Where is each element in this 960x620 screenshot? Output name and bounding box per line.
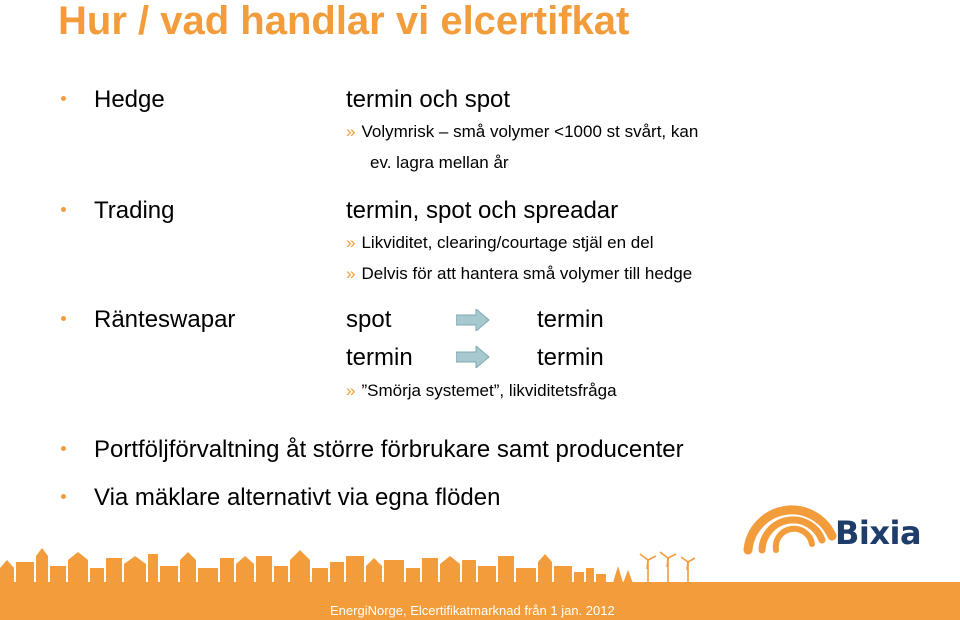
- hedge-heading: termin och spot: [346, 86, 511, 113]
- ranteswapar-sub-text: ”Smörja systemet”, likviditetsfråga: [361, 381, 617, 400]
- hedge-sub-item: [346, 121, 698, 143]
- swap2-from: termin: [346, 344, 413, 371]
- swap1-from: spot: [346, 306, 392, 333]
- trading-heading: termin, spot och spreadar: [346, 197, 619, 224]
- hedge-sub-text-line2: ev. lagra mellan år: [370, 153, 509, 172]
- trading-sub-item-2: [346, 263, 692, 285]
- swap1-to: termin: [537, 306, 604, 333]
- hedge-label: Hedge: [94, 86, 165, 113]
- slide-title: Hur / vad handlar vi elcertifkat: [58, 0, 630, 43]
- ranteswapar-label: Ränteswapar: [94, 306, 236, 333]
- bullet-dot-icon: [61, 96, 66, 101]
- right-arrow-icon: [456, 346, 490, 368]
- raquo-bullet-icon: »: [346, 122, 356, 141]
- raquo-bullet-icon: »: [346, 233, 356, 252]
- hedge-sub-text-line1: Volymrisk – små volymer <1000 st svårt, kan: [361, 122, 699, 141]
- bullet-dot-icon: [61, 494, 66, 499]
- trading-sub-item-1: [346, 232, 653, 254]
- right-arrow-icon: [456, 309, 490, 331]
- raquo-bullet-icon: »: [346, 381, 356, 400]
- bullet-dot-icon: [61, 446, 66, 451]
- bullet-dot-icon: [61, 316, 66, 321]
- trading-label: Trading: [94, 197, 175, 224]
- swap2-to: termin: [537, 344, 604, 371]
- bullet-dot-icon: [61, 207, 66, 212]
- maklare-bullet: Via mäklare alternativt via egna flöden: [94, 484, 501, 511]
- portfolj-bullet: Portföljförvaltning åt större förbrukare samt producenter: [94, 436, 684, 463]
- bixia-logo-text: Bixia: [835, 514, 922, 552]
- footer-text: EnergiNorge, Elcertifikatmarknad från 1 jan. 2012: [330, 603, 615, 618]
- trading-sub-text-1: Likviditet, clearing/courtage stjäl en del: [361, 233, 654, 252]
- ranteswapar-sub-item: [346, 380, 617, 402]
- raquo-bullet-icon: »: [346, 264, 356, 283]
- town-skyline-illustration: [0, 546, 960, 586]
- trading-sub-text-2: Delvis för att hantera små volymer till hedge: [361, 264, 693, 283]
